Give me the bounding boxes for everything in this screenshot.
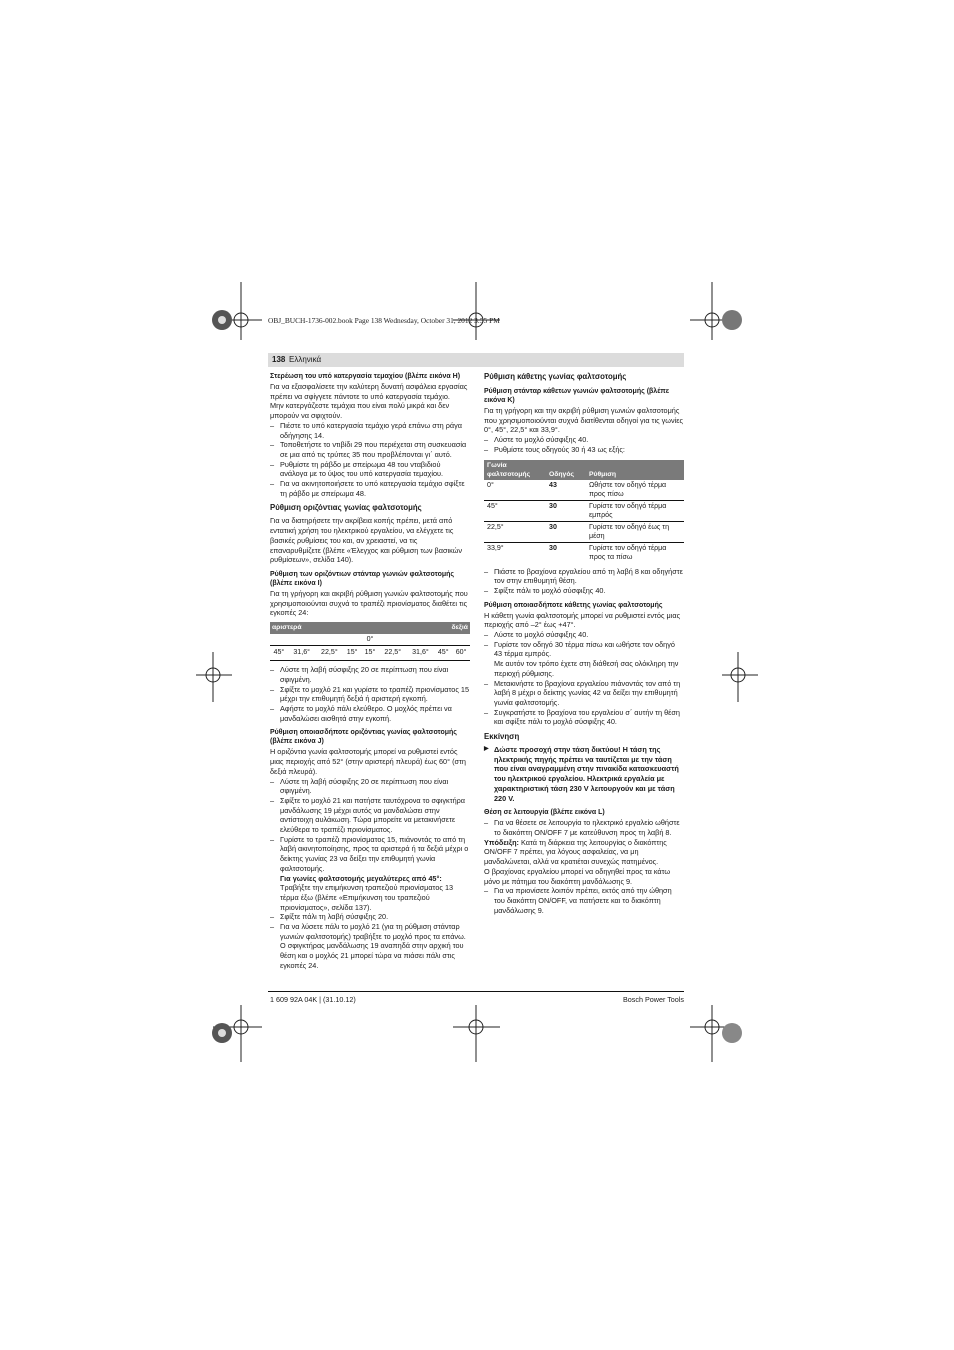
table-cell: 30: [546, 500, 586, 521]
paragraph: Η κάθετη γωνία φαλτσοτομής μπορεί να ρυθμιστεί εντός μιας περιοχής από –2° έως +47°.: [484, 610, 681, 630]
list-item: – Σφίξτε πάλι τη λαβή σύσφιξης 20.: [270, 912, 470, 922]
heading-any-horizontal-angle: Ρύθμιση οποιασδήποτε οριζόντιας γωνίας φαλτσοτομής (βλέπε εικόνα J): [270, 729, 457, 746]
left-column: [270, 372, 470, 971]
list-item: – Πιάστε το βραχίονα εργαλείου από τη λαβή 8 και οδηγήστε τον στην επιθυμητή θέση.: [484, 567, 684, 586]
table-cell: 22,5°: [316, 646, 344, 661]
table-cell: Γυρίστε τον οδηγό τέρμα εμπρός: [586, 500, 684, 521]
list-item: – Λύστε τη λαβή σύσφιξης 20 σε περίπτωση που είναι σφιγμένη.: [270, 777, 470, 796]
note: [484, 838, 684, 867]
paragraph: Μην κατεργάζεστε τεμάχια που είναι πολύ μικρά και δεν μπορούν να σφιχτούν.: [270, 401, 450, 421]
heading-startup: Εκκίνηση: [484, 732, 520, 742]
list-item-continued: Με αυτόν τον τρόπο έχετε στη διάθεσή σας ολόκληρη την περιοχή ρύθμισης.: [494, 659, 679, 678]
table-header: Γωνία φαλτσοτομής: [484, 460, 546, 480]
note-label: Υπόδειξη:: [484, 837, 519, 847]
list-item: – Ρυθμίστε τη ράβδο με σπείρωμα 48 του νταβιδιού ανάλογα με το ύψος του υπό κατεργασία τεμαχίου.: [270, 460, 470, 479]
list-item: – Για να ακινητοποιήσετε το υπό κατεργασία τεμάχιο σφίξτε τη ράβδο με σπείρωμα 48.: [270, 479, 470, 498]
table-cell: 60°: [452, 646, 470, 661]
list-item-subheading: Για γωνίες φαλτσοτομής μεγαλύτερες από 45°:: [280, 873, 442, 883]
right-column: [484, 372, 684, 915]
table-cell: 31,6°: [407, 646, 435, 661]
footer-rule: [268, 991, 684, 992]
paragraph: Για τη γρήγορη και ακριβή ρύθμιση γωνιών φαλτσοτομής που χρησιμοποιούνται συχνά το τραπέζι πριονίσματος διαθέτει τις εγκοπές 24:: [270, 588, 468, 618]
list-item: – Τοποθετήστε το ντιβίδι 29 που περιέχεται στη συσκευασία σε μια από τις τρύπες 35 που προβλέπονται γι΄ αυτό.: [270, 440, 470, 459]
list-item: – Ρυθμίστε τους οδηγούς 30 ή 43 ως εξής:: [484, 445, 684, 455]
list-item: – Αφήστε το μοχλό πάλι ελεύθερο. Ο μοχλός πρέπει να μανδαλώσει αισθητά στην εγκοπή.: [270, 704, 470, 723]
heading-secure-workpiece: Στερέωση του υπό κατεργασία τεμαχίου (βλέπε εικόνα H): [270, 373, 461, 380]
heading-vertical-standard: Ρύθμιση στάνταρ κάθετων γωνιών φαλτσοτομής (βλέπε εικόνα K): [484, 388, 670, 404]
standard-angles-table: [270, 622, 470, 661]
list-item: – Γυρίστε τον οδηγό 30 τέρμα πίσω και ωθήστε τον οδηγό 43 τέρμα εμπρός.: [484, 640, 684, 659]
note-text: Κατά τη διάρκεια της λειτουργίας ο διακόπτης ON/OFF 7 πρέπει, για λόγους ασφαλείας, να μη μανδαλώνεται, αλλά να κρατιέται συνεχώς πατημένος.: [484, 837, 667, 867]
list-item-continued: Τραβήξτε την επιμήκυνση τραπεζιού πριονίσματος 13 τέρμα έξω (βλέπε «Επιμήκυνση του τραπεζιού πριονίσματος», σελίδα 137).: [280, 883, 454, 912]
table-cell: 33,9°: [487, 543, 504, 552]
list-item: – Σφίξτε το μοχλό 21 και πατήστε ταυτόχρονα το σφιγκτήρα μανδάλωσης 19 μέχρι αυτός να μανδαλώσει στην αντίστοιχη αυλάκωση. Τώρα μπορείτε να μετακινήσετε ελεύθερα το τραπέζι πριονίσματος.: [270, 796, 470, 835]
heading-vertical-angle: Ρύθμιση κάθετης γωνίας φαλτσοτομής: [484, 372, 627, 381]
table-zero: 0°: [366, 634, 374, 643]
table-cell: 45°: [484, 500, 546, 521]
table-cell: 30: [546, 521, 586, 542]
warning-voltage: ▶ Δώστε προσοχή στην τάση δικτύου! Η τάση της ηλεκτρικής πηγής πρέπει να ταυτίζεται με την τάση που είναι αναγραμμένη στην πινακίδα κατασκευαστή του ηλεκτρικού εργαλείου. Ηλεκτρικά εργαλεία με χαρακτηριστική τάση 230 V λειτουργούν και με τάση 220 V.: [484, 745, 684, 803]
table-cell: 15°: [343, 646, 361, 661]
page-language: Ελληνικά: [289, 355, 322, 364]
table-cell: Γυρίστε τον οδηγό τέρμα προς τα πίσω: [589, 543, 667, 561]
list-item: – Για να πριονίσετε λοιπόν πρέπει, εκτός από την ώθηση του διακόπτη ON/OFF, να πατήσετε και το διακόπτη μανδάλωσης 9.: [484, 886, 684, 915]
heading-any-vertical-angle: Ρύθμιση οποιασδήποτε κάθετης γωνίας φαλτσοτομής: [484, 601, 663, 609]
table-header: Ρύθμιση: [586, 460, 684, 480]
paragraph: Για να εξασφαλίσετε την καλύτερη δυνατή ασφάλεια εργασίας πρέπει να σφίγγετε πάντοτε το υπό κατεργασία τεμάχιο.: [270, 382, 468, 401]
page-header-bar: [268, 353, 684, 367]
table-header-left: αριστερά: [270, 622, 379, 634]
table-cell: 43: [546, 480, 586, 501]
paragraph: Η οριζόντια γωνία φαλτσοτομής μπορεί να ρυθμιστεί εντός μιας περιοχής από 52° (στην αριστερή πλευρά) έως 60° (στη δεξιά πλευρά).: [270, 747, 466, 776]
list-item: – Πιέστε το υπό κατεργασία τεμάχιο γερά επάνω στη ράγα οδήγησης 14.: [270, 421, 470, 440]
list-item: – Συγκρατήστε το βραχίονα του εργαλείου σ΄ αυτήν τη θέση και σφίξτε πάλι το μοχλό σύσφιξης 40.: [484, 708, 684, 727]
table-cell: 31,6°: [288, 646, 316, 661]
book-header: OBJ_BUCH-1736-002.book Page 138 Wednesday, October 31, 2012 3:55 PM: [268, 316, 500, 325]
list-item: – Για να λύσετε πάλι το μοχλό 21 (για τη ρύθμιση στάνταρ γωνιών φαλτσοτομής) τραβήξτε το μοχλό προς τα επάνω.: [270, 922, 470, 941]
table-header-right: δεξιά: [379, 622, 470, 634]
paragraph: Ο βραχίονας εργαλείου μπορεί να οδηγηθεί προς τα κάτω μόνο με πάτημα του διακόπτη μανδάλωσης 9.: [484, 866, 671, 886]
table-cell: 15°: [361, 646, 379, 661]
list-item: – Γυρίστε το τραπέζι πριονίσματος 15, πιάνοντάς το από τη λαβή ακινητοποίησης, προς τα αριστερά ή τα δεξιά μέχρι ο δείκτης γωνίας 23 να δείξει την επιθυμητή γωνία φαλτσοτομής.: [270, 835, 470, 874]
table-header: Οδηγός: [546, 460, 586, 480]
list-item: – Λύστε το μοχλό σύσφιξης 40.: [484, 435, 684, 445]
list-item: – Λύστε τη λαβή σύσφιξης 20 σε περίπτωση που είναι σφιγμένη.: [270, 665, 470, 684]
table-cell: 45°: [434, 646, 452, 661]
table-cell: 22,5°: [484, 521, 546, 542]
table-cell: 45°: [270, 646, 288, 661]
footer-brand: Bosch Power Tools: [623, 995, 684, 1004]
list-item: – Λύστε το μοχλό σύσφιξης 40.: [484, 630, 684, 640]
heading-switch-on: Θέση σε λειτουργία (βλέπε εικόνα L): [484, 809, 605, 817]
footer-doc-number: 1 609 92A 04K | (31.10.12): [270, 995, 356, 1004]
list-item: – Σφίξτε πάλι το μοχλό σύσφιξης 40.: [484, 586, 684, 596]
table-cell: 22,5°: [379, 646, 407, 661]
heading-horizontal-angle: Ρύθμιση οριζόντιας γωνίας φαλτσοτομής: [270, 503, 422, 513]
table-cell: 0°: [484, 480, 546, 501]
table-cell: Γυρίστε τον οδηγό έως τη μέση: [586, 521, 684, 542]
table-cell: 30: [549, 543, 557, 552]
list-item: – Για να θέσετε σε λειτουργία το ηλεκτρικό εργαλείο ωθήστε το διακόπτη ON/OFF 7 με κατεύθυνση προς τη λαβή 8.: [484, 818, 684, 837]
list-item-continued: Ο σφιγκτήρας μανδάλωσης 19 αναπηδά στην αρχική του θέση και ο μοχλός 21 μπορεί τώρα να πιάσει πάλι στις εγκοπές 24.: [280, 941, 464, 970]
heading-standard-angles: Ρύθμιση των οριζόντιων στάνταρ γωνιών φαλτσοτομής (βλέπε εικόνα I): [270, 570, 455, 587]
vertical-angles-table: [484, 460, 684, 563]
list-item: – Μετακινήστε το βραχίονα εργαλείου πιάνοντάς τον από τη λαβή 8 μέχρι ο δείκτης γωνίας 42 να δείξει την επιθυμητή γωνία φαλτσοτομής.: [484, 679, 684, 708]
list-item: – Σφίξτε το μοχλό 21 και γυρίστε το τραπέζι πριονίσματος 15 μέχρι την επιθυμητή δεξιά ή αριστερή εγκοπή.: [270, 685, 470, 704]
paragraph: Για τη γρήγορη και την ακριβή ρύθμιση γωνιών φαλτσοτομής που χρησιμοποιούνται συχνά διατίθενται οδηγοί για τις γωνίες 0°, 45°, 22,5° και 33,9°.: [484, 406, 683, 435]
table-cell: Ωθήστε τον οδηγό τέρμα προς πίσω: [586, 480, 684, 501]
paragraph: Για να διατηρήσετε την ακρίβεια κοπής πρέπει, μετά από εντατική χρήση του ηλεκτρικού εργαλείου, να ελέγχετε τις βασικές ρυθμίσεις του και, αν χρειαστεί, να τις επαναρυθμίζετε (βλέπε «Έλεγχος και ρύθμιση των βασικών ρυθμίσεων», σελίδα 140).: [270, 516, 462, 565]
page-number: 138: [272, 355, 286, 364]
